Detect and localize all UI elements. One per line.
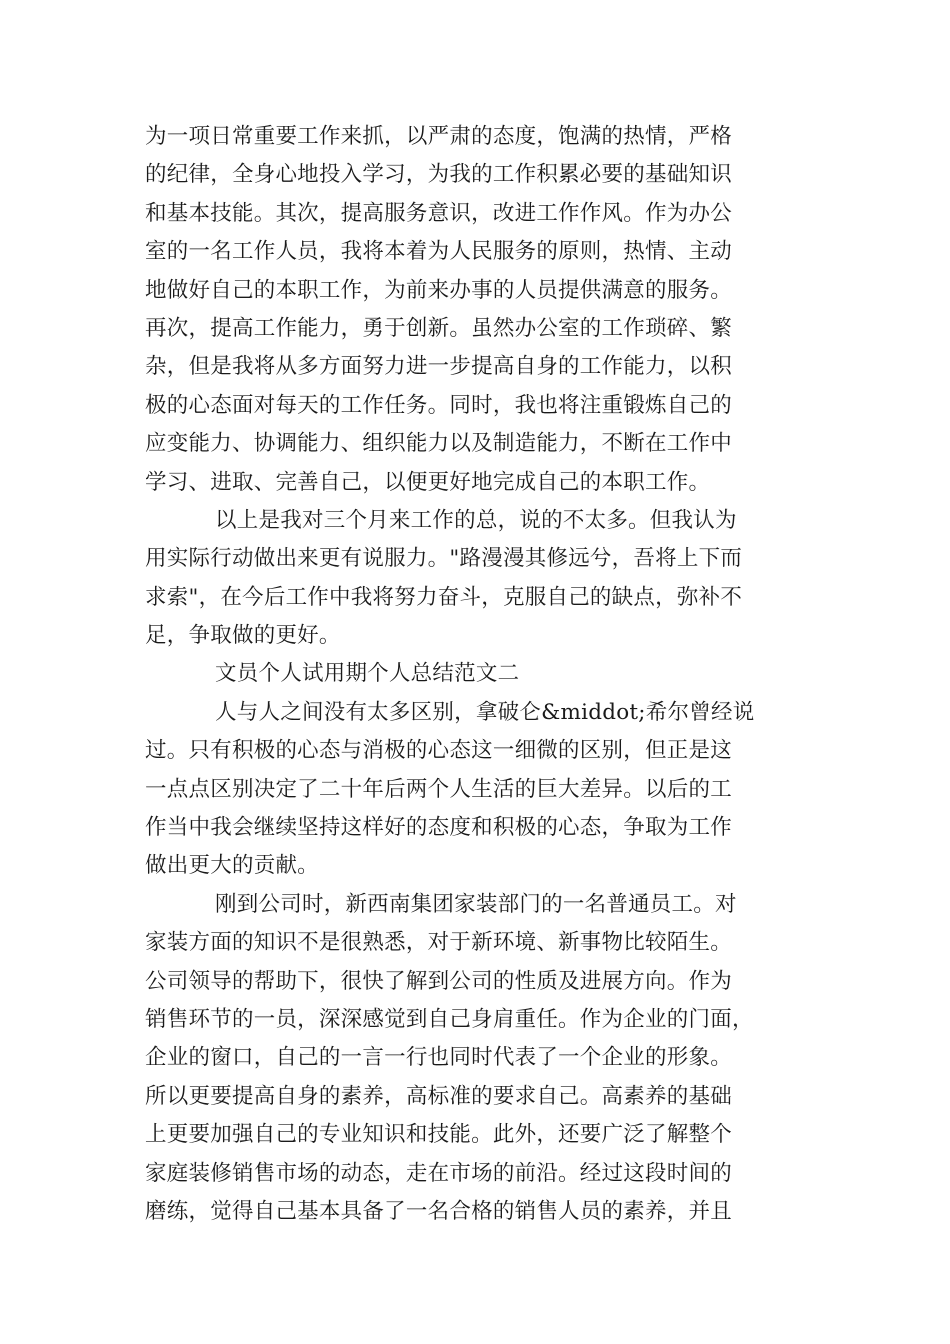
text-line: 极的心态面对每天的工作任务。同时，我也将注重锻炼自己的	[145, 392, 732, 418]
text-line: 地做好自己的本职工作，为前来办事的人员提供满意的服务。	[145, 277, 732, 303]
text-line: 求索"，在今后工作中我将努力奋斗，克服自己的缺点，弥补不	[145, 584, 743, 610]
text-line: 足，争取做的更好。	[145, 623, 341, 649]
text-line: 一点点区别决定了二十年后两个人生活的巨大差异。以后的工	[145, 776, 732, 802]
text-line: 家装方面的知识不是很熟悉，对于新环境、新事物比较陌生。	[145, 930, 732, 956]
paragraph-first-line: 刚到公司时，新西南集团家装部门的一名普通员工。对	[215, 891, 737, 917]
paragraph-first-line: 人与人之间没有太多区别，拿破仑&middot;希尔曾经说	[215, 699, 755, 725]
text-line: 学习、进取、完善自己，以便更好地完成自己的本职工作。	[145, 469, 711, 495]
text-line: 用实际行动做出来更有说服力。"路漫漫其修远兮，吾将上下而	[145, 546, 743, 572]
text-line: 室的一名工作人员，我将本着为人民服务的原则，热情、主动	[145, 239, 732, 265]
text-line: 所以更要提高自身的素养，高标准的要求自己。高素养的基础	[145, 1083, 732, 1109]
text-line: 再次，提高工作能力，勇于创新。虽然办公室的工作琐碎、繁	[145, 315, 732, 341]
text-line: 为一项日常重要工作来抓，以严肃的态度，饱满的热情，严格	[145, 124, 732, 149]
section-heading: 文员个人试用期个人总结范文二	[215, 661, 520, 687]
text-line: 的纪律，全身心地投入学习，为我的工作积累必要的基础知识	[145, 162, 732, 188]
text-line: 过。只有积极的心态与消极的心态这一细微的区别，但正是这	[145, 738, 732, 764]
text-line: 家庭装修销售市场的动态，走在市场的前沿。经过这段时间的	[145, 1160, 732, 1186]
document-body	[145, 118, 805, 1231]
text-line: 做出更大的贡献。	[145, 853, 319, 879]
text-line: 磨练，觉得自己基本具备了一名合格的销售人员的素养，并且	[145, 1198, 732, 1224]
text-line: 企业的窗口，自己的一言一行也同时代表了一个企业的形象。	[145, 1045, 732, 1071]
text-line: 上更要加强自己的专业知识和技能。此外，还要广泛了解整个	[145, 1122, 732, 1148]
text-line: 销售环节的一员，深深感觉到自己身肩重任。作为企业的门面，	[145, 1006, 754, 1032]
text-line: 公司领导的帮助下，很快了解到公司的性质及进展方向。作为	[145, 968, 732, 994]
text-line: 和基本技能。其次，提高服务意识，改进工作作风。作为办公	[145, 200, 732, 226]
text-line: 应变能力、协调能力、组织能力以及制造能力，不断在工作中	[145, 431, 732, 457]
paragraph-first-line: 以上是我对三个月来工作的总，说的不太多。但我认为	[215, 507, 737, 533]
text-line: 杂，但是我将从多方面努力进一步提高自身的工作能力，以积	[145, 354, 732, 380]
text-line: 作当中我会继续坚持这样好的态度和积极的心态，争取为工作	[145, 815, 732, 841]
